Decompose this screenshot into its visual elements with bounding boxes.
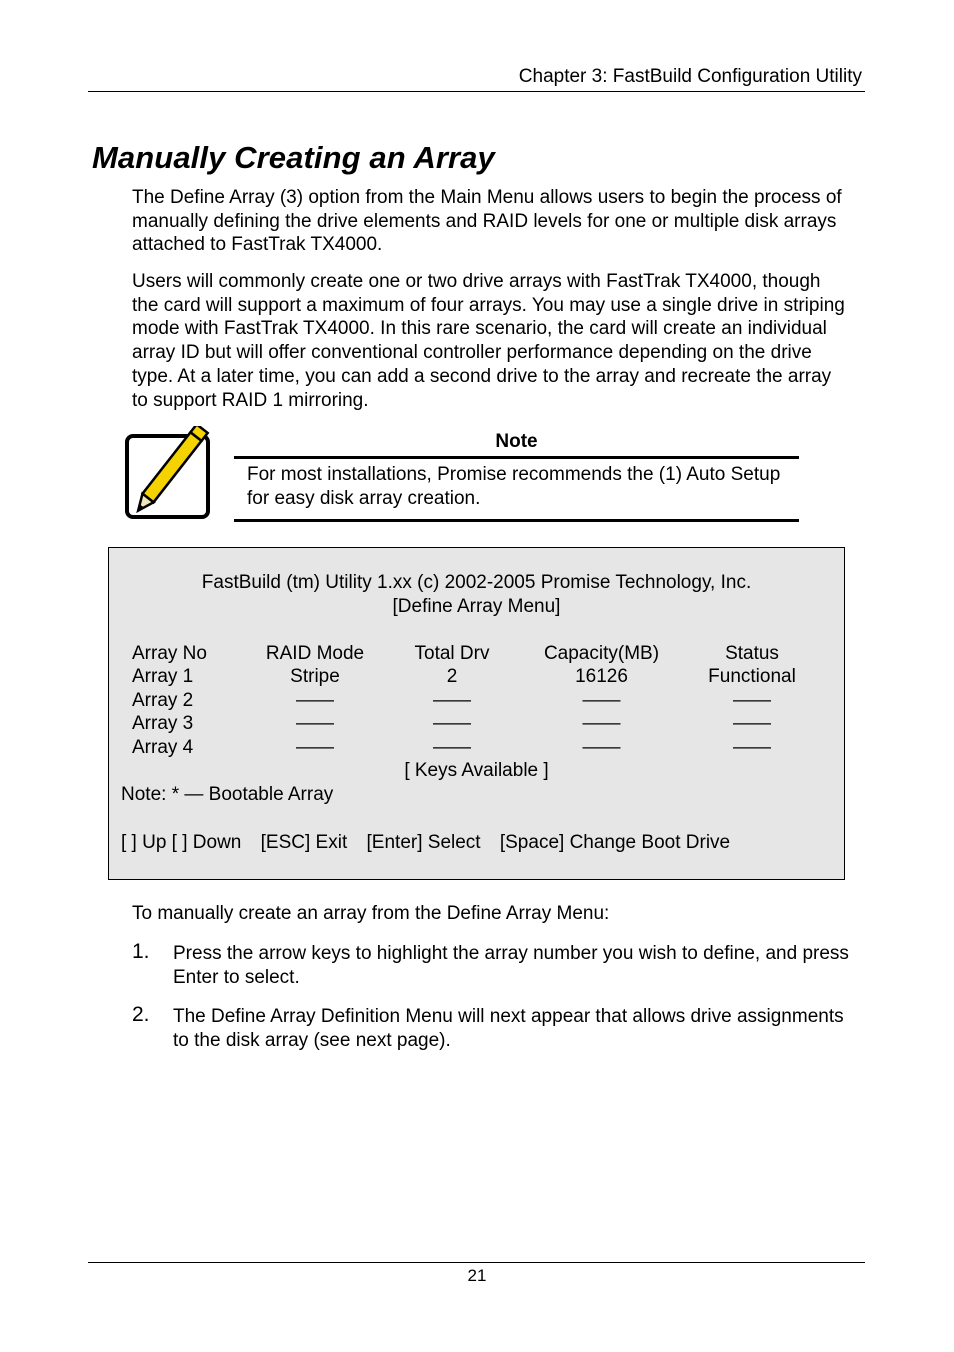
raid-mode-cell: —— <box>296 690 334 711</box>
key-help-enter: [Enter] Select <box>366 832 481 853</box>
header-array-no: Array No <box>132 643 207 664</box>
paragraph-array-usage: Users will commonly create one or two drive arrays with FastTrak TX4000, though the card will support a maximum of four arrays. You may use a single drive in striping mode with FastTrak TX4000. In this rare scenario, the card will create an individual array ID but will offer conventional controller performance depending on the drive type. At a later time, you can add a second drive to the array and recreate the array to support RAID 1 mirroring. <box>132 271 845 411</box>
status-cell: —— <box>733 713 771 734</box>
key-help-space: [Space] Change Boot Drive <box>499 832 731 853</box>
page-number: 21 <box>467 1266 487 1285</box>
table-row[interactable] <box>109 713 844 737</box>
table-row[interactable] <box>109 666 844 690</box>
note-text: For most installations, Promise recommends the (1) Auto Setup for easy disk array creation. <box>247 464 781 509</box>
step-text: Press the arrow keys to highlight the array number you wish to define, and press Enter to select. <box>173 943 849 988</box>
menu-name: [Define Array Menu] <box>392 596 561 617</box>
note-rule-top <box>234 456 799 459</box>
table-row[interactable] <box>109 737 844 761</box>
status-cell: —— <box>733 737 771 758</box>
total-drv-cell: —— <box>433 690 471 711</box>
status-cell: —— <box>733 690 771 711</box>
step-number: 2. <box>132 1003 150 1026</box>
section-title: Manually Creating an Array <box>92 140 495 175</box>
table-header-row <box>109 643 844 667</box>
bootable-array-note: Note: * — Bootable Array <box>121 784 334 805</box>
table-row[interactable] <box>109 690 844 714</box>
total-drv-cell: —— <box>433 713 471 734</box>
running-header: Chapter 3: FastBuild Configuration Utility <box>518 66 862 87</box>
capacity-cell: —— <box>582 713 621 734</box>
header-total-drv: Total Drv <box>414 643 490 664</box>
total-drv-cell: 2 <box>446 666 458 687</box>
header-status: Status <box>725 643 779 664</box>
utility-title: FastBuild (tm) Utility 1.xx (c) 2002-2005 Promise Technology, Inc. <box>201 572 752 593</box>
header-rule <box>88 91 865 92</box>
key-help-bar <box>121 832 744 854</box>
key-help-esc: [ESC] Exit <box>260 832 348 853</box>
capacity-cell: —— <box>582 690 621 711</box>
raid-mode-cell: Stripe <box>290 666 340 687</box>
steps-intro: To manually create an array from the Define Array Menu: <box>132 903 610 924</box>
footer-rule <box>88 1262 865 1263</box>
header-capacity: Capacity(MB) <box>543 643 660 664</box>
capacity-cell: —— <box>582 737 621 758</box>
paragraph-define-array: The Define Array (3) option from the Main Menu allows users to begin the process of manually defining the drive elements and RAID levels for one or multiple disk arrays attached to FastTrak TX4000. <box>132 187 842 256</box>
step-number: 1. <box>132 940 150 963</box>
array-no-cell: Array 4 <box>132 737 194 758</box>
note-rule-bottom <box>234 519 799 522</box>
header-raid-mode: RAID Mode <box>265 643 365 664</box>
array-no-cell: Array 1 <box>132 666 194 687</box>
status-cell: Functional <box>708 666 796 687</box>
raid-mode-cell: —— <box>296 713 334 734</box>
define-array-menu-screen <box>108 547 845 880</box>
keys-available-label: [ Keys Available ] <box>404 760 549 781</box>
array-no-cell: Array 2 <box>132 690 194 711</box>
pencil-note-icon <box>124 426 222 522</box>
key-help-updown: [ ] Up [ ] Down <box>121 832 242 853</box>
note-label: Note <box>495 431 538 452</box>
step-text: The Define Array Definition Menu will next appear that allows drive assignments to the disk array (see next page). <box>173 1006 844 1051</box>
array-no-cell: Array 3 <box>132 713 194 734</box>
raid-mode-cell: —— <box>296 737 334 758</box>
capacity-cell: 16126 <box>575 666 628 687</box>
total-drv-cell: —— <box>433 737 471 758</box>
